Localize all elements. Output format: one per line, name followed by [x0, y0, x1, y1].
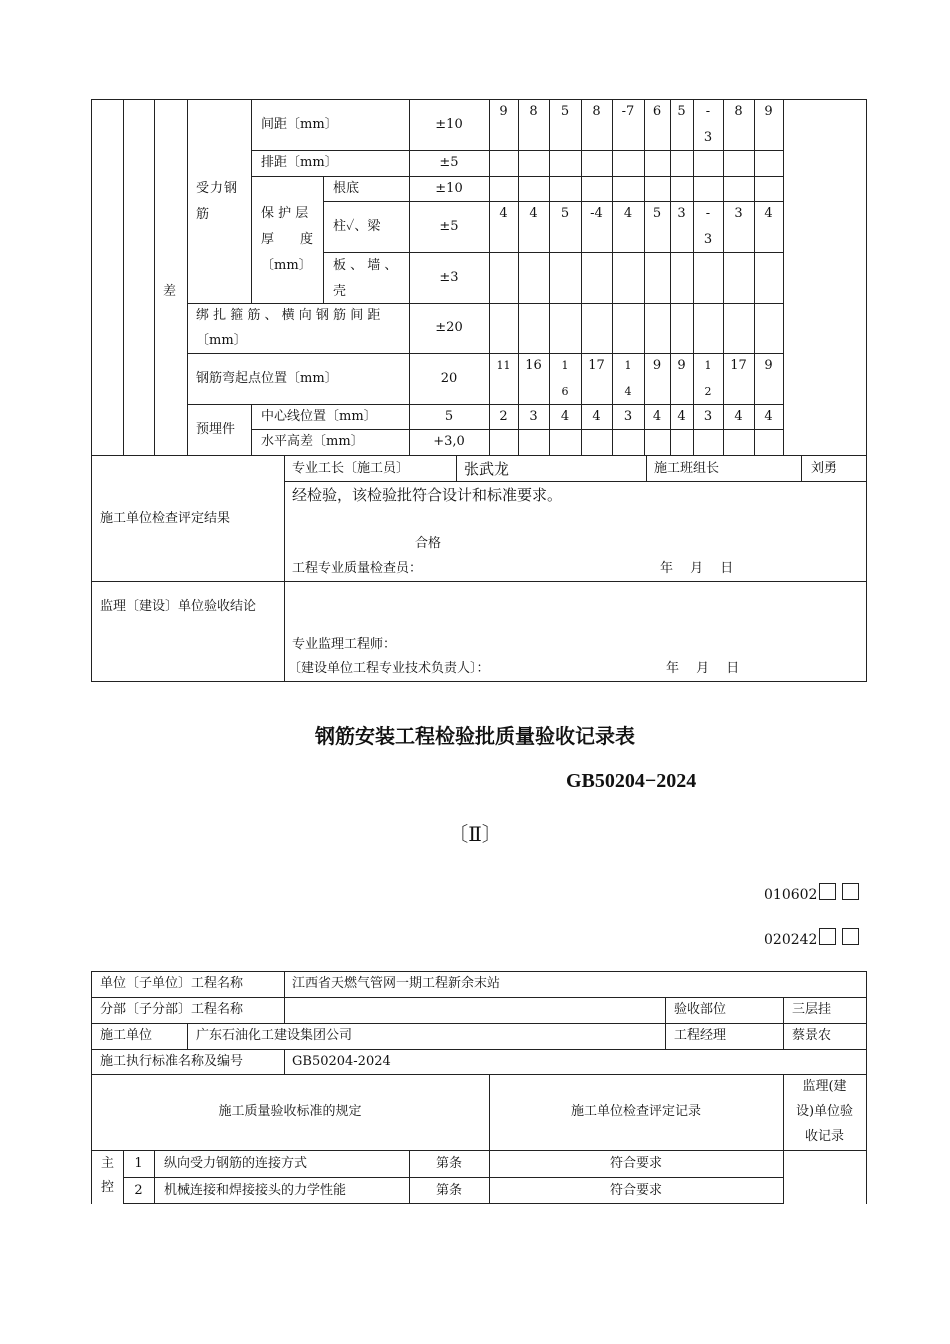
team-leader-label: 施工班组长	[654, 461, 720, 476]
construction-unit-label: 施工单位	[100, 1028, 153, 1043]
slab-label: 板 、 墙 、 壳	[333, 258, 398, 299]
center-line-value-5: 3	[623, 409, 633, 424]
spacing-tolerance: ±10	[435, 117, 463, 132]
form-code-2: 020242	[764, 932, 818, 948]
column-beam-value-4: -4	[590, 206, 603, 221]
center-line-value-3: 4	[560, 409, 570, 424]
bend-label: 钢筋弯起点位置〔mm〕	[196, 371, 338, 386]
cover-line-3: 〔mm〕	[261, 258, 312, 273]
spacing-value-4: 8	[592, 104, 601, 119]
column-beam-value-2: 4	[529, 206, 538, 221]
column-beam-value-7: 3	[677, 206, 686, 221]
sub-project-label: 分部〔子分部〕工程名称	[100, 1002, 244, 1017]
supervision-date: 年 月 日	[666, 661, 740, 676]
cover-line-1: 保 护 层	[261, 206, 309, 221]
column-beam-value-8: - 3	[703, 206, 713, 247]
project-manager-label: 工程经理	[674, 1028, 727, 1043]
standard-code: GB50204−2024	[566, 770, 697, 792]
foreman-name: 张武龙	[464, 460, 510, 478]
bend-tolerance: 20	[440, 371, 458, 386]
bend-value-1: 11	[496, 359, 511, 372]
center-line-value-7: 4	[677, 409, 686, 424]
supervision-header-line-1: 监理(建	[802, 1079, 847, 1094]
spacing-value-1: 9	[499, 104, 508, 119]
column-beam-value-5: 4	[623, 206, 633, 221]
column-beam-value-3: 5	[560, 206, 570, 221]
center-line-value-8: 3	[703, 409, 713, 424]
qualified-text: 合格	[415, 536, 442, 551]
item-name: 纵向受力钢筋的连接方式	[164, 1156, 308, 1171]
standard-label: 施工执行标准名称及编号	[100, 1054, 244, 1069]
center-line-label: 中心线位置〔mm〕	[261, 409, 377, 424]
bend-value-3: 1 6	[561, 359, 569, 398]
item-clause: 第条	[435, 1156, 462, 1171]
level-label: 水平高差〔mm〕	[261, 434, 364, 449]
level-tolerance: +3,0	[433, 434, 465, 449]
center-line-value-2: 3	[529, 409, 538, 424]
column-beam-tolerance: ±5	[439, 219, 459, 234]
foreman-label: 专业工长〔施工员〕	[292, 461, 410, 476]
row-spacing-tolerance: ±5	[439, 155, 459, 170]
item-result: 符合要求	[609, 1183, 662, 1198]
page-title: 钢筋安装工程检验批质量验收记录表	[315, 724, 635, 748]
spacing-value-5: -7	[621, 104, 635, 119]
center-line-value-6: 4	[652, 409, 662, 424]
bend-value-6: 9	[652, 358, 662, 373]
checkbox-1b[interactable]	[842, 883, 859, 900]
item-result: 符合要求	[609, 1156, 662, 1171]
spacing-value-7: 5	[677, 104, 686, 119]
base-label: 根底	[333, 181, 360, 196]
spacing-value-8: - 3	[703, 104, 713, 145]
construction-unit-value: 广东石油化工建设集团公司	[196, 1028, 353, 1043]
quality-inspector-label: 工程专业质量检查员：	[292, 561, 423, 576]
main-control-line-1: 主	[101, 1156, 115, 1171]
bend-value-8: 1 2	[704, 359, 712, 398]
row-spacing-label: 排距〔mm〕	[261, 155, 338, 170]
spacing-value-2: 8	[529, 104, 538, 119]
bend-value-10: 9	[764, 358, 773, 373]
center-line-value-4: 4	[592, 409, 601, 424]
inspection-date: 年 月 日	[660, 561, 734, 576]
bend-value-2: 16	[525, 358, 542, 373]
column-beam-value-6: 5	[652, 206, 662, 221]
main-control-line-2: 控	[101, 1180, 115, 1195]
spacing-value-9: 8	[734, 104, 743, 119]
embed-group-label: 预埋件	[196, 422, 236, 437]
center-line-tolerance: 5	[444, 409, 454, 424]
spacing-value-6: 6	[652, 104, 662, 119]
bend-value-7: 9	[677, 358, 686, 373]
column-beam-value-1: 4	[499, 206, 508, 221]
stirrup-line-1: 绑 扎 箍 筋 、 横 向 钢 筋 间 距	[196, 308, 381, 323]
bend-value-4: 17	[588, 358, 605, 373]
slab-tolerance: ±3	[439, 270, 459, 285]
main-bar-group-label: 受力钢筋	[196, 181, 239, 222]
bend-value-9: 17	[730, 358, 747, 373]
column-beam-value-9: 3	[734, 206, 743, 221]
owner-rep-label: 〔建设单位工程专业技术负责人〕：	[288, 661, 490, 676]
side-label: 差	[163, 284, 177, 299]
form-code-1: 010602	[764, 887, 818, 903]
center-line-value-1: 2	[499, 409, 508, 424]
spacing-value-3: 5	[560, 104, 570, 119]
column-beam-value-10: 4	[764, 206, 773, 221]
team-leader-name: 刘勇	[811, 461, 838, 476]
center-line-value-9: 4	[734, 409, 743, 424]
stirrup-tolerance: ±20	[435, 320, 463, 335]
project-manager-value: 蔡景农	[792, 1028, 832, 1043]
spacing-value-10: 9	[764, 104, 773, 119]
acceptance-part-value: 三层挂	[792, 1002, 832, 1017]
acceptance-part-label: 验收部位	[674, 1002, 727, 1017]
construction-result-label: 施工单位检查评定结果	[100, 511, 231, 526]
unit-project-value: 江西省天燃气管网一期工程新余末站	[292, 976, 501, 991]
part-label: 〔Ⅱ〕	[448, 822, 502, 846]
item-name: 机械连接和焊接接头的力学性能	[164, 1183, 347, 1198]
bend-value-5: 1 4	[624, 359, 632, 398]
spacing-label: 间距〔mm〕	[261, 117, 338, 132]
cover-line-2: 厚 度	[261, 232, 314, 247]
supervision-label: 监理〔建设〕单位验收结论	[100, 599, 257, 614]
checkbox-2a[interactable]	[819, 928, 836, 945]
base-tolerance: ±10	[435, 181, 463, 196]
checkbox-2b[interactable]	[842, 928, 859, 945]
record-column-header: 施工单位检查评定记录	[570, 1104, 701, 1119]
item-number: 2	[134, 1183, 143, 1198]
supervision-header-line-3: 收记录	[804, 1129, 844, 1144]
item-number: 1	[134, 1156, 143, 1171]
spec-column-header: 施工质量验收标准的规定	[218, 1104, 362, 1119]
stirrup-line-2: 〔mm〕	[196, 333, 247, 348]
supervisor-label: 专业监理工程师：	[292, 637, 397, 652]
standard-value: GB50204-2024	[292, 1054, 391, 1069]
column-beam-label: 柱✓、梁	[333, 219, 381, 234]
item-clause: 第条	[435, 1183, 462, 1198]
construction-result-text: 经检验，该检验批符合设计和标准要求。	[292, 486, 563, 504]
center-line-value-10: 4	[764, 409, 773, 424]
supervision-header-line-2: 设)单位验	[795, 1104, 854, 1119]
unit-project-label: 单位〔子单位〕工程名称	[100, 976, 244, 991]
checkbox-1a[interactable]	[819, 883, 836, 900]
